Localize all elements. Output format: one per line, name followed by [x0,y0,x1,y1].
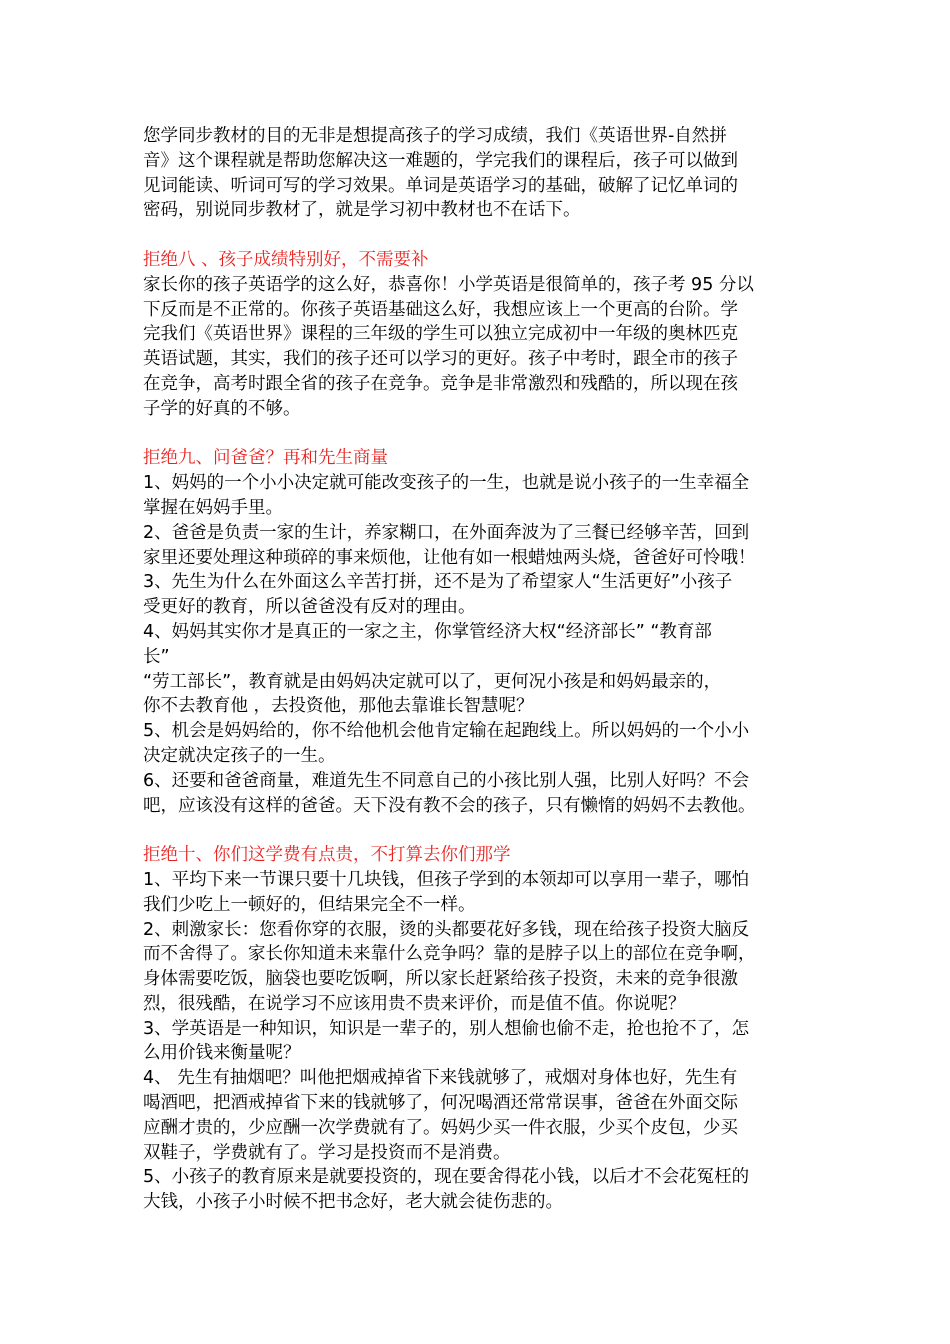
section-rejection-8 [143,248,811,422]
text-line: 英语试题，其实，我们的孩子还可以学习的更好。孩子中考时，跟全市的孩子 [143,349,738,370]
text-line: 决定就决定孩子的一生。 [143,745,336,766]
text-line: 2、刺激家长：您看你穿的衣服，烫的头都要花好多钱，现在给孩子投资大脑反 [143,919,750,940]
section-gap [143,223,811,248]
section-gap [143,422,811,447]
text-line: 么用价钱来衡量呢？ [143,1043,301,1064]
text-line: 密码，别说同步教材了，就是学习初中教材也不在话下。 [143,200,581,221]
section-gap [143,818,811,843]
text-line: 家里还要处理这种琐碎的事来烦他，让他有如一根蜡烛两头烧，爸爸好可怜哦！ [143,547,756,568]
text-line: 音》这个课程就是帮助您解决这一难题的，学完我们的课程后，孩子可以做到 [143,150,738,171]
text-line: 3、先生为什么在外面这么辛苦打拼，还不是为了希望家人“生活更好”小孩子 [143,572,733,593]
section-heading: 拒绝八 、孩子成绩特别好，不需要补 [143,249,429,270]
text-line: 在竞争，高考时跟全省的孩子在竞争。竞争是非常激烈和残酷的，所以现在孩 [143,373,738,394]
text-line: 烈，很残酷，在说学习不应该用贵不贵来评价，而是值不值。你说呢？ [143,993,686,1014]
text-line: 6、还要和爸爸商量，难道先生不同意自己的小孩比别人强，比别人好吗？不会 [143,770,750,791]
text-line: 4、妈妈其实你才是真正的一家之主，你掌管经济大权“经济部长” “教育部 [143,621,712,642]
text-line: 5、小孩子的教育原来是就要投资的，现在要舍得花小钱，以后才不会花冤枉的 [143,1167,750,1188]
section-rejection-10 [143,843,811,1215]
text-line: 3、学英语是一种知识，知识是一辈子的，别人想偷也偷不走，抢也抢不了，怎 [143,1018,750,1039]
text-line: “劳工部长”，教育就是由妈妈决定就可以了，更何况小孩是和妈妈最亲的， [143,671,722,692]
text-line: 长” [143,646,170,667]
text-line: 双鞋子，学费就有了。学习是投资而不是消费。 [143,1142,511,1163]
text-line: 完我们《英语世界》课程的三年级的学生可以独立完成初中一年级的奥林匹克 [143,324,738,345]
text-line: 而不舍得了。家长你知道未来靠什么竞争吗？靠的是脖子以上的部位在竞争啊， [143,944,756,965]
text-line: 应酬才贵的，少应酬一次学费就有了。妈妈少买一件衣服，少买个皮包，少买 [143,1117,738,1138]
text-line: 子学的好真的不够。 [143,398,301,419]
text-line: 见词能读、听词可写的学习效果。单词是英语学习的基础，破解了记忆单词的 [143,175,738,196]
text-line: 喝酒吧，把酒戒掉省下来的钱就够了，何况喝酒还常常误事，爸爸在外面交际 [143,1093,738,1114]
text-line: 2、爸爸是负责一家的生计，养家糊口，在外面奔波为了三餐已经够辛苦，回到 [143,522,750,543]
intro-paragraph [143,124,811,223]
text-line: 我们少吃上一顿好的，但结果完全不一样。 [143,894,476,915]
section-rejection-9 [143,446,811,818]
document-page [143,124,811,1215]
text-line: 身体需要吃饭，脑袋也要吃饭啊，所以家长赶紧给孩子投资，未来的竞争很激 [143,969,738,990]
section-heading: 拒绝九、问爸爸？再和先生商量 [143,448,388,469]
text-line: 大钱，小孩子小时候不把书念好，老大就会徒伤悲的。 [143,1192,563,1213]
text-line: 1、妈妈的一个小小决定就可能改变孩子的一生，也就是说小孩子的一生幸福全 [143,473,750,494]
section-heading: 拒绝十、你们这学费有点贵，不打算去你们那学 [143,845,511,866]
text-line: 吧，应该没有这样的爸爸。天下没有教不会的孩子，只有懒惰的妈妈不去教他。 [143,795,756,816]
text-line: 4、 先生有抽烟吧？叫他把烟戒掉省下来钱就够了，戒烟对身体也好，先生有 [143,1068,738,1089]
text-line: 家长你的孩子英语学的这么好，恭喜你！小学英语是很简单的，孩子考 95 分以 [143,274,754,295]
text-line: 您学同步教材的目的无非是想提高孩子的学习成绩，我们《英语世界-自然拼 [143,126,727,146]
text-line: 1、平均下来一节课只要十几块钱，但孩子学到的本领却可以享用一辈子，哪怕 [143,869,750,890]
text-line: 你不去教育他 ，去投资他，那他去靠谁长智慧呢？ [143,696,534,717]
text-line: 下反而是不正常的。你孩子英语基础这么好，我想应该上一个更高的台阶。学 [143,299,738,320]
text-line: 掌握在妈妈手里。 [143,497,283,518]
text-line: 受更好的教育，所以爸爸没有反对的理由。 [143,597,476,618]
text-line: 5、机会是妈妈给的，你不给他机会他肯定输在起跑线上。所以妈妈的一个小小 [143,721,750,742]
